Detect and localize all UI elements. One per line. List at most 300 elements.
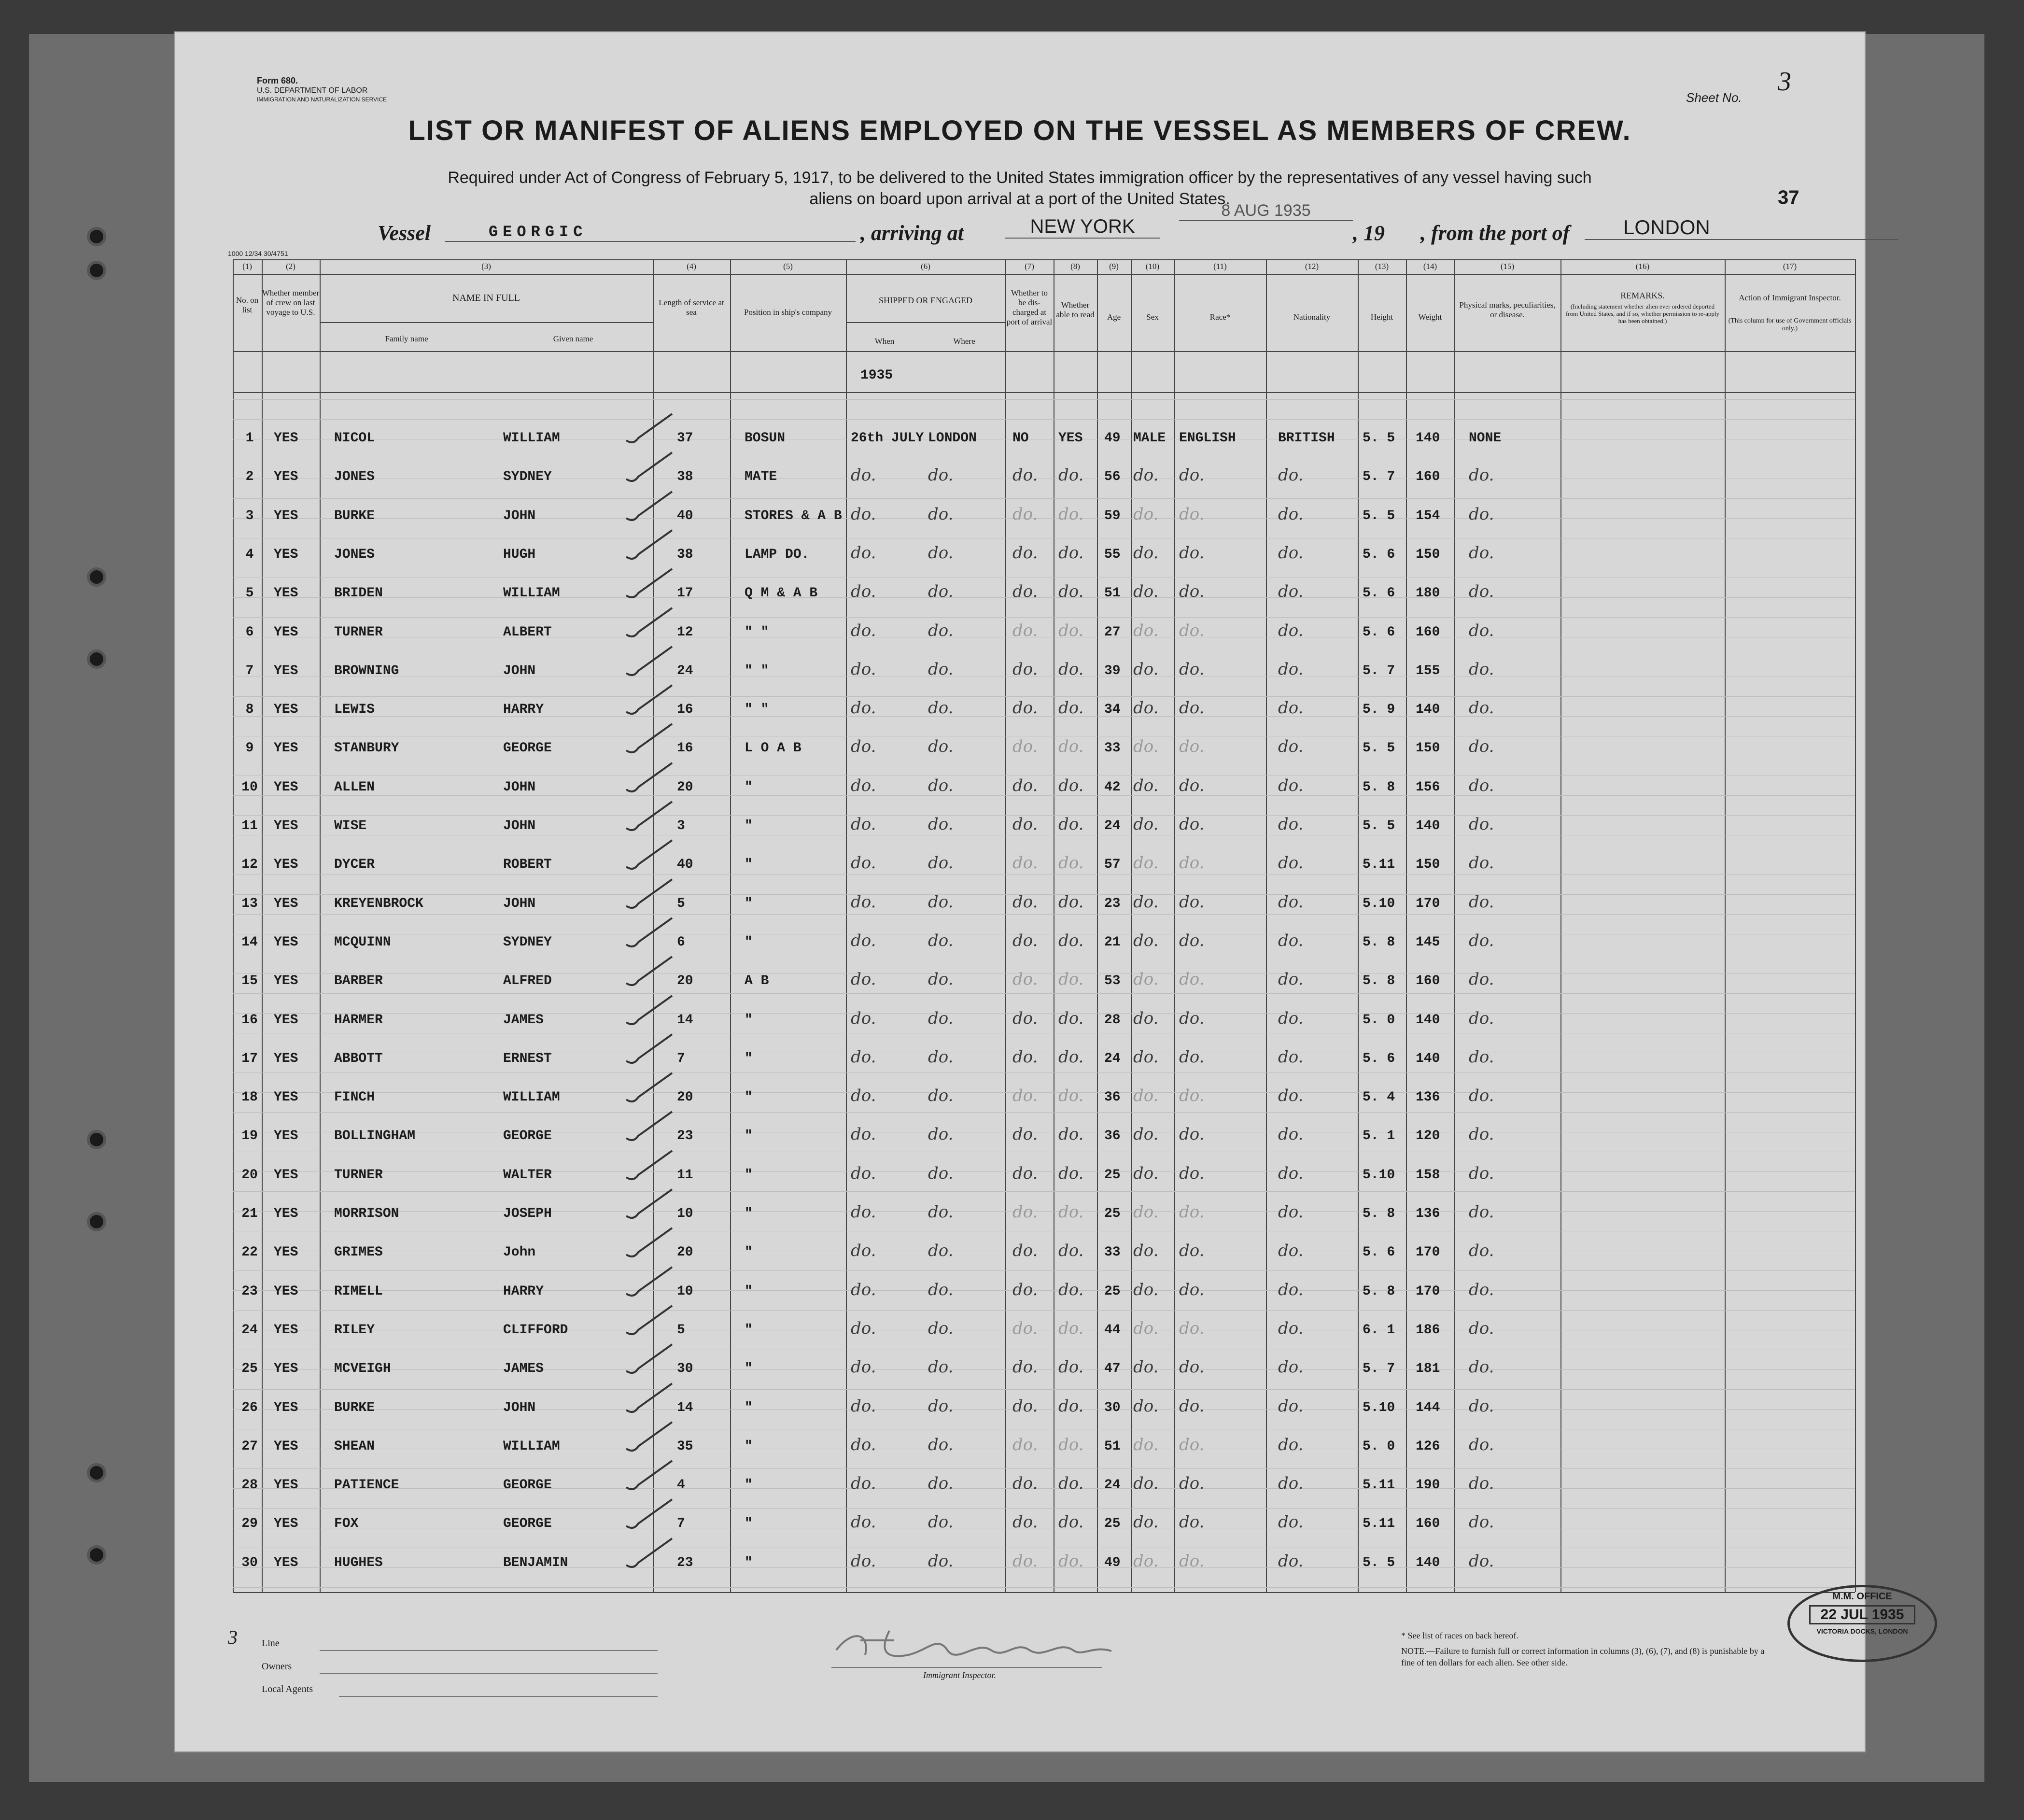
cell-given: SYDNEY xyxy=(503,469,552,485)
cell-length: 16 xyxy=(677,702,693,718)
cell-weight: 160 xyxy=(1416,469,1440,485)
cell-no: 9 xyxy=(245,741,254,756)
stamp-date: 22 JUL 1935 xyxy=(1809,1605,1915,1624)
cell-height: 5. 8 xyxy=(1363,779,1395,795)
cell-when: do. xyxy=(851,504,876,524)
cell-age: 27 xyxy=(1104,624,1121,640)
cell-race: do. xyxy=(1179,970,1205,989)
ruled-line xyxy=(233,716,1855,717)
cell-position: " " xyxy=(745,663,769,678)
cell-position: " xyxy=(745,1439,753,1454)
cell-race: ENGLISH xyxy=(1179,431,1236,446)
cell-discharged: do. xyxy=(1012,1047,1038,1067)
cell-age: 49 xyxy=(1104,431,1121,446)
cell-member: YES xyxy=(274,1245,298,1260)
cell-physical: do. xyxy=(1469,504,1494,524)
cell-no: 17 xyxy=(241,1051,258,1066)
cell-member: YES xyxy=(274,624,298,640)
ruled-line xyxy=(233,914,1855,915)
cell-family: BURKE xyxy=(334,508,375,523)
cell-discharged: do. xyxy=(1012,1280,1038,1299)
cell-sex: do. xyxy=(1133,1163,1159,1183)
cell-discharged: do. xyxy=(1012,1241,1038,1261)
cell-physical: do. xyxy=(1469,1396,1494,1416)
cell-member: YES xyxy=(274,1516,298,1532)
table-column-rule xyxy=(846,259,847,1592)
ruled-line xyxy=(233,1468,1855,1469)
cell-no: 18 xyxy=(241,1090,258,1105)
cell-given: WILLIAM xyxy=(503,586,560,601)
cell-age: 25 xyxy=(1104,1167,1121,1183)
cell-when: do. xyxy=(851,892,876,912)
header-physical: Physical marks, peculiarities, or disease. xyxy=(1459,300,1556,319)
date-stamp: 8 AUG 1935 xyxy=(1179,201,1353,221)
cell-sex: do. xyxy=(1133,659,1159,679)
cell-sex: do. xyxy=(1133,1435,1159,1454)
cell-when: do. xyxy=(851,1163,876,1183)
colnum-9: (9) xyxy=(1109,262,1119,271)
cell-position: " " xyxy=(745,702,769,718)
cell-weight: 186 xyxy=(1416,1322,1440,1338)
cell-nationality: do. xyxy=(1278,543,1304,563)
ruled-line xyxy=(233,894,1855,895)
cell-nationality: do. xyxy=(1278,1512,1304,1532)
cell-nationality: do. xyxy=(1278,970,1304,989)
cell-nationality: do. xyxy=(1278,1086,1304,1106)
cell-discharged: do. xyxy=(1012,621,1038,640)
cell-physical: do. xyxy=(1469,1125,1494,1144)
cell-nationality: do. xyxy=(1278,1396,1304,1416)
ruled-line xyxy=(233,815,1855,816)
cell-length: 5 xyxy=(677,1322,685,1338)
cell-given: ERNEST xyxy=(503,1051,552,1066)
colnum-13: (13) xyxy=(1375,262,1389,271)
cell-member: YES xyxy=(274,1555,298,1570)
cell-physical: do. xyxy=(1469,543,1494,563)
cell-length: 5 xyxy=(677,896,685,911)
cell-when: do. xyxy=(851,1086,876,1106)
cell-when: 26th JULY xyxy=(851,431,924,446)
stamp-office: M.M. OFFICE xyxy=(1832,1591,1892,1602)
cell-no: 23 xyxy=(241,1284,258,1299)
cell-read: do. xyxy=(1058,1357,1084,1377)
form-number: Form 680. xyxy=(257,76,298,85)
cell-family: LEWIS xyxy=(334,702,375,718)
check-mark xyxy=(624,1342,677,1381)
colnum-7: (7) xyxy=(1025,262,1034,271)
cell-discharged: do. xyxy=(1012,776,1038,795)
cell-position: " xyxy=(745,1322,753,1338)
cell-length: 24 xyxy=(677,663,693,678)
cell-when: do. xyxy=(851,1008,876,1028)
cell-no: 4 xyxy=(245,547,254,562)
cell-race: do. xyxy=(1179,582,1205,602)
cell-age: 28 xyxy=(1104,1012,1121,1028)
cell-height: 5. 6 xyxy=(1363,624,1395,640)
cell-no: 3 xyxy=(245,508,254,523)
inspector-rule xyxy=(831,1667,1102,1668)
cell-age: 21 xyxy=(1104,934,1121,950)
cell-no: 10 xyxy=(241,779,258,795)
cell-height: 5. 7 xyxy=(1363,1361,1395,1377)
cell-physical: do. xyxy=(1469,970,1494,989)
cell-race: do. xyxy=(1179,466,1205,485)
ruled-line xyxy=(233,696,1855,697)
cell-when: do. xyxy=(851,1202,876,1222)
cell-family: ABBOTT xyxy=(334,1051,383,1066)
check-mark xyxy=(624,566,677,605)
cell-physical: do. xyxy=(1469,1357,1494,1377)
cell-physical: do. xyxy=(1469,1241,1494,1261)
cell-sex: do. xyxy=(1133,1551,1159,1571)
margin-note: 3 xyxy=(228,1626,238,1648)
cell-when: do. xyxy=(851,1047,876,1067)
cell-member: YES xyxy=(274,1439,298,1454)
cell-sex: do. xyxy=(1133,970,1159,989)
arriving-label: , arriving at xyxy=(860,221,964,245)
cell-physical: do. xyxy=(1469,892,1494,912)
cell-position: " xyxy=(745,818,753,833)
page-title: LIST OR MANIFEST OF ALIENS EMPLOYED ON THE VESSEL AS MEMBERS OF CREW. xyxy=(408,115,1631,146)
table-row-rule xyxy=(320,322,653,323)
arriving-port: NEW YORK xyxy=(1005,216,1160,239)
check-mark xyxy=(624,1303,677,1342)
cell-given: WALTER xyxy=(503,1167,552,1183)
binder-hole xyxy=(87,1545,106,1565)
ruled-line xyxy=(233,1211,1855,1212)
cell-read: do. xyxy=(1058,1318,1084,1338)
ruled-line xyxy=(233,1369,1855,1370)
cell-height: 5. 0 xyxy=(1363,1439,1395,1454)
ruled-line xyxy=(233,1191,1855,1192)
office-stamp xyxy=(1787,1585,1937,1662)
cell-given: ALFRED xyxy=(503,973,552,989)
ruled-line xyxy=(233,1389,1855,1390)
cell-given: JOHN xyxy=(503,779,536,795)
check-mark xyxy=(624,721,677,760)
cell-height: 5. 7 xyxy=(1363,469,1395,485)
cell-family: RILEY xyxy=(334,1322,375,1338)
cell-physical: NONE xyxy=(1469,431,1502,446)
ruled-line xyxy=(233,1488,1855,1489)
cell-weight: 140 xyxy=(1416,1012,1440,1028)
colnum-15: (15) xyxy=(1500,262,1515,271)
cell-race: do. xyxy=(1179,931,1205,950)
table-column-rule xyxy=(1454,259,1455,1592)
cell-race: do. xyxy=(1179,1086,1205,1106)
cell-discharged: do. xyxy=(1012,659,1038,679)
cell-position: " " xyxy=(745,624,769,640)
owners-rule xyxy=(320,1673,658,1674)
cell-position: STORES & A B xyxy=(745,508,842,523)
cell-age: 39 xyxy=(1104,663,1121,678)
cell-member: YES xyxy=(274,1361,298,1377)
cell-length: 3 xyxy=(677,818,685,833)
cell-sex: do. xyxy=(1133,1086,1159,1106)
cell-physical: do. xyxy=(1469,853,1494,873)
cell-sex: do. xyxy=(1133,504,1159,524)
cell-nationality: do. xyxy=(1278,1125,1304,1144)
cell-height: 5. 6 xyxy=(1363,1051,1395,1066)
check-mark xyxy=(624,683,677,721)
header-given: Given name xyxy=(553,334,593,343)
table-column-rule xyxy=(1358,259,1359,1592)
cell-height: 5. 6 xyxy=(1363,547,1395,562)
cell-race: do. xyxy=(1179,1008,1205,1028)
cell-when: do. xyxy=(851,659,876,679)
year-entry: 1935 xyxy=(860,368,893,383)
cell-when: do. xyxy=(851,776,876,795)
table-column-rule xyxy=(1406,259,1407,1592)
cell-height: 6. 1 xyxy=(1363,1322,1395,1338)
cell-nationality: do. xyxy=(1278,737,1304,757)
binder-hole xyxy=(87,227,106,246)
check-mark xyxy=(624,761,677,799)
cell-no: 15 xyxy=(241,973,258,989)
check-mark xyxy=(624,450,677,489)
form-dept: U.S. DEPARTMENT OF LABOR xyxy=(257,86,368,95)
check-mark xyxy=(624,1497,677,1536)
cell-weight: 144 xyxy=(1416,1400,1440,1415)
cell-weight: 140 xyxy=(1416,1555,1440,1570)
check-mark xyxy=(624,644,677,683)
cell-member: YES xyxy=(274,1012,298,1028)
cell-member: YES xyxy=(274,702,298,718)
check-mark xyxy=(624,1226,677,1264)
cell-position: MATE xyxy=(745,469,777,485)
cell-family: PATIENCE xyxy=(334,1478,399,1493)
cell-no: 16 xyxy=(241,1012,258,1028)
cell-read: do. xyxy=(1058,1512,1084,1532)
cell-family: NICOL xyxy=(334,431,375,446)
check-mark xyxy=(624,1109,677,1148)
header-remarks: REMARKS. xyxy=(1620,291,1665,300)
cell-position: LAMP DO. xyxy=(745,547,810,562)
ruled-line xyxy=(233,1092,1855,1093)
table-column-rule xyxy=(1131,259,1132,1592)
cell-discharged: do. xyxy=(1012,1163,1038,1183)
ruled-line xyxy=(233,1567,1855,1568)
cell-nationality: do. xyxy=(1278,659,1304,679)
cell-position: " xyxy=(745,1361,753,1377)
cell-physical: do. xyxy=(1469,1047,1494,1067)
cell-given: ROBERT xyxy=(503,857,552,873)
cell-family: BURKE xyxy=(334,1400,375,1415)
cell-discharged: do. xyxy=(1012,698,1038,718)
cell-weight: 140 xyxy=(1416,1051,1440,1066)
cell-age: 23 xyxy=(1104,896,1121,911)
cell-when: do. xyxy=(851,931,876,950)
cell-no: 7 xyxy=(245,663,254,678)
cell-no: 6 xyxy=(245,624,254,640)
cell-position: " xyxy=(745,1400,753,1415)
cell-age: 25 xyxy=(1104,1284,1121,1299)
inspector-signature xyxy=(831,1621,1121,1674)
cell-read: do. xyxy=(1058,815,1084,834)
cell-no: 24 xyxy=(241,1322,258,1338)
cell-sex: do. xyxy=(1133,1008,1159,1028)
cell-weight: 180 xyxy=(1416,586,1440,601)
cell-position: " xyxy=(745,1284,753,1299)
table-column-rule xyxy=(233,259,234,1592)
cell-sex: do. xyxy=(1133,1241,1159,1261)
cell-read: do. xyxy=(1058,1163,1084,1183)
cell-no: 2 xyxy=(245,469,254,485)
cell-race: do. xyxy=(1179,853,1205,873)
table-column-rule xyxy=(1855,259,1856,1592)
manifest-sheet xyxy=(174,31,1908,1752)
cell-no: 5 xyxy=(245,586,254,601)
year-label: , 19 xyxy=(1353,221,1385,245)
cell-member: YES xyxy=(274,857,298,873)
cell-where: do. xyxy=(928,621,954,640)
cell-height: 5. 4 xyxy=(1363,1090,1395,1105)
header-length: Length of service at sea xyxy=(659,298,724,317)
cell-height: 5. 5 xyxy=(1363,508,1395,523)
cell-family: BARBER xyxy=(334,973,383,989)
header-race: Race* xyxy=(1209,312,1231,322)
cell-where: do. xyxy=(928,466,954,485)
cell-no: 26 xyxy=(241,1400,258,1415)
cell-position: " xyxy=(745,1090,753,1105)
cell-weight: 181 xyxy=(1416,1361,1440,1377)
cell-weight: 170 xyxy=(1416,896,1440,911)
cell-weight: 120 xyxy=(1416,1129,1440,1144)
cell-when: do. xyxy=(851,1280,876,1299)
cell-weight: 150 xyxy=(1416,857,1440,873)
cell-member: YES xyxy=(274,586,298,601)
cell-member: YES xyxy=(274,934,298,950)
cell-age: 42 xyxy=(1104,779,1121,795)
cell-position: A B xyxy=(745,973,769,989)
cell-physical: do. xyxy=(1469,1474,1494,1494)
cell-length: 7 xyxy=(677,1516,685,1532)
cell-family: BOLLINGHAM xyxy=(334,1129,416,1144)
ruled-line xyxy=(233,1508,1855,1509)
cell-nationality: do. xyxy=(1278,698,1304,718)
cell-sex: do. xyxy=(1133,466,1159,485)
cell-physical: do. xyxy=(1469,659,1494,679)
cell-where: do. xyxy=(928,1512,954,1532)
cell-where: do. xyxy=(928,504,954,524)
cell-member: YES xyxy=(274,663,298,678)
cell-where: do. xyxy=(928,1047,954,1067)
cell-nationality: do. xyxy=(1278,1008,1304,1028)
cell-position: " xyxy=(745,857,753,873)
cell-given: BENJAMIN xyxy=(503,1555,568,1570)
cell-discharged: do. xyxy=(1012,1086,1038,1106)
cell-age: 51 xyxy=(1104,586,1121,601)
cell-read: do. xyxy=(1058,892,1084,912)
cell-where: do. xyxy=(928,543,954,563)
cell-height: 5.10 xyxy=(1363,896,1395,911)
ruled-line xyxy=(233,1171,1855,1172)
cell-weight: 150 xyxy=(1416,547,1440,562)
cell-given: JAMES xyxy=(503,1361,544,1377)
cell-family: MORRISON xyxy=(334,1206,399,1221)
cell-family: TURNER xyxy=(334,1167,383,1183)
cell-age: 24 xyxy=(1104,1051,1121,1066)
cell-given: GEORGE xyxy=(503,741,552,756)
cell-nationality: BRITISH xyxy=(1278,431,1335,446)
cell-physical: do. xyxy=(1469,737,1494,757)
cell-length: 11 xyxy=(677,1167,693,1183)
check-mark xyxy=(624,799,677,838)
sheet-label: Sheet No. xyxy=(1686,90,1742,105)
cell-physical: do. xyxy=(1469,1551,1494,1571)
check-mark xyxy=(624,411,677,450)
cell-height: 5. 6 xyxy=(1363,586,1395,601)
cell-when: do. xyxy=(851,698,876,718)
cell-read: do. xyxy=(1058,582,1084,602)
cell-nationality: do. xyxy=(1278,853,1304,873)
cell-position: L O A B xyxy=(745,741,801,756)
cell-read: do. xyxy=(1058,737,1084,757)
cell-member: YES xyxy=(274,431,298,446)
cell-discharged: do. xyxy=(1012,1435,1038,1454)
ruled-line xyxy=(233,1290,1855,1291)
cell-race: do. xyxy=(1179,621,1205,640)
cell-height: 5. 8 xyxy=(1363,1284,1395,1299)
cell-height: 5.11 xyxy=(1363,857,1395,873)
header-when: When xyxy=(874,337,895,346)
cell-physical: do. xyxy=(1469,621,1494,640)
cell-where: do. xyxy=(928,737,954,757)
cell-when: do. xyxy=(851,1241,876,1261)
table-row-rule xyxy=(233,259,1855,260)
cell-member: YES xyxy=(274,469,298,485)
cell-length: 6 xyxy=(677,934,685,950)
cell-race: do. xyxy=(1179,1202,1205,1222)
colnum-17: (17) xyxy=(1783,262,1797,271)
table-column-rule xyxy=(320,259,321,1592)
cell-member: YES xyxy=(274,896,298,911)
cell-member: YES xyxy=(274,779,298,795)
table-row-rule xyxy=(233,274,1855,275)
cell-member: YES xyxy=(274,1167,298,1183)
cell-family: HUGHES xyxy=(334,1555,383,1570)
cell-physical: do. xyxy=(1469,582,1494,602)
cell-read: do. xyxy=(1058,1086,1084,1106)
cell-family: RIMELL xyxy=(334,1284,383,1299)
cell-nationality: do. xyxy=(1278,1474,1304,1494)
cell-physical: do. xyxy=(1469,1163,1494,1183)
cell-sex: do. xyxy=(1133,1357,1159,1377)
cell-nationality: do. xyxy=(1278,931,1304,950)
cell-length: 14 xyxy=(677,1400,693,1415)
cell-read: do. xyxy=(1058,1008,1084,1028)
cell-family: KREYENBROCK xyxy=(334,896,423,911)
cell-where: do. xyxy=(928,698,954,718)
cell-nationality: do. xyxy=(1278,621,1304,640)
cell-sex: MALE xyxy=(1133,431,1166,446)
cell-weight: 140 xyxy=(1416,702,1440,718)
header-height: Height xyxy=(1370,312,1393,322)
ruled-line xyxy=(233,1310,1855,1311)
colnum-12: (12) xyxy=(1305,262,1319,271)
races-note: * See list of races on back hereof. xyxy=(1401,1631,1518,1640)
cell-where: do. xyxy=(928,1086,954,1106)
cell-when: do. xyxy=(851,1551,876,1571)
cell-height: 5.10 xyxy=(1363,1167,1395,1183)
binder-hole xyxy=(87,1130,106,1149)
ruled-line xyxy=(233,993,1855,994)
inspector-label: Immigrant Inspector. xyxy=(923,1670,996,1680)
cell-length: 30 xyxy=(677,1361,693,1377)
cell-age: 56 xyxy=(1104,469,1121,485)
header-discharged: Whether to be dis-charged at port of arrival xyxy=(1006,288,1053,326)
cell-physical: do. xyxy=(1469,698,1494,718)
